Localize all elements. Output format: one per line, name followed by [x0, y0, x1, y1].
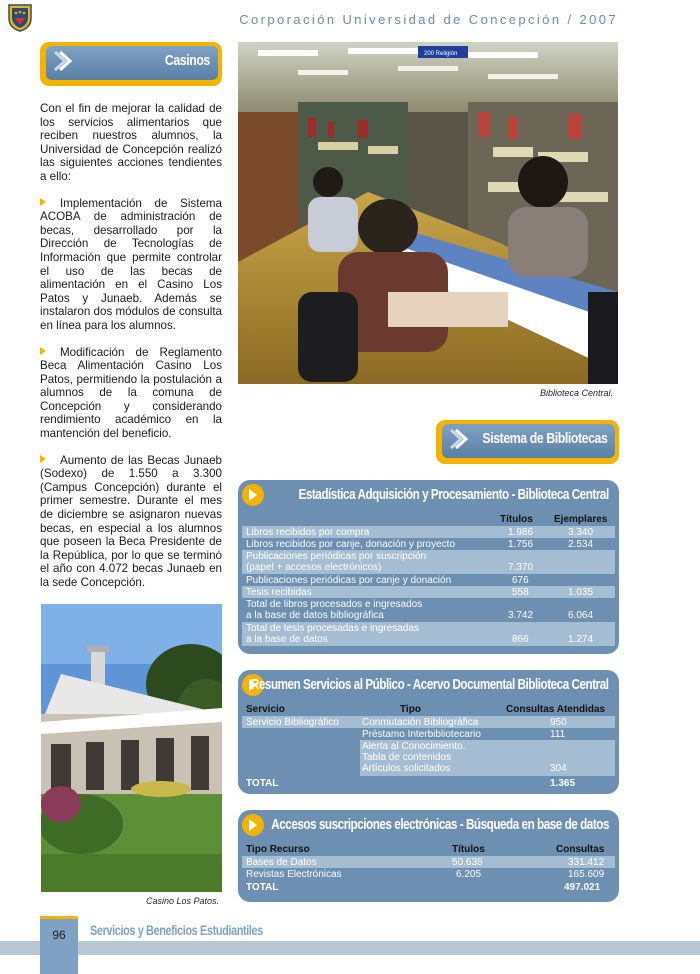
footer-section-title: Servicios y Beneficios Estudiantiles — [90, 922, 263, 938]
section-title: Casinos — [165, 52, 210, 69]
bullet-paragraph: Implementación de Sistema ACOBA de administración de becas, desarrollado por la Dirección de Tecnologías de Información que permite controlar el uso de las becas de alimentación en el Casino Los Patos y Junaeb. Además se instalaron dos módulos de consulta en línea para los alumnos. — [40, 196, 222, 332]
table-header: Títulos Ejemplares — [500, 514, 608, 525]
table-header: Servicio Tipo Consultas Atendidas — [246, 704, 606, 715]
bullet-arrow-icon — [40, 455, 46, 463]
table-title: Estadística Adquisición y Procesamiento - Biblioteca Central — [298, 486, 609, 503]
section-title: Sistema de Bibliotecas — [482, 430, 607, 447]
bullet-arrow-icon — [40, 198, 46, 206]
table-row: Libros recibidos por compra 1.986 3.340 — [242, 526, 615, 538]
arrow-circle-icon — [242, 814, 264, 836]
table-header: Tipo Recurso Títulos Consultas — [246, 844, 605, 855]
table-total-row: TOTAL 497.021 — [246, 882, 601, 893]
electronic-access-table — [238, 810, 619, 902]
footer-band-bottom — [0, 955, 700, 974]
bullet-paragraph: Aumento de las Becas Junaeb (Sodexo) de 1.550 a 3.300 (Campus Concepción) durante el primer semestre. Durante el mes de diciembre se asignaron nuevas becas, en especial a los alumnos que poseen la Beca Presidente de la República, por lo que se terminó el año con 4.072 becas Junaeb en la sede Concepción. — [40, 453, 222, 589]
table-row: Bases de Datos 50.636 331.412 — [242, 856, 615, 868]
table-row: Publicaciones periódicas por suscripción (papel + accesos electrónicos) 7.370 — [242, 550, 615, 574]
university-logo — [8, 4, 32, 32]
table-row: Alerta al Conocimiento. Tabla de contenidos Artículos solicitados 304 — [360, 740, 615, 776]
section-tab-bibliotecas — [436, 420, 619, 464]
table-row: Tesis recibidas 558 1.035 — [242, 586, 615, 598]
footer-band — [0, 941, 700, 955]
table-row: Libros recibidos por canje, donación y proyecto 1.756 2.534 — [242, 538, 615, 550]
page-number-tab — [40, 916, 78, 974]
acquisition-table — [238, 480, 619, 654]
chevron-right-icon — [448, 428, 468, 450]
arrow-circle-icon — [242, 484, 264, 506]
casino-caption: Casino Los Patos. — [146, 896, 220, 906]
library-caption: Biblioteca Central. — [540, 388, 614, 398]
table-row: Publicaciones periódicas por canje y donación 676 — [242, 574, 615, 586]
table-title: Accesos suscripciones electrónicas - Búsqueda en base de datos — [271, 816, 609, 833]
table-row: Total de libros procesados e ingresados a la base de datos bibliográfica 3.742 6.064 — [242, 598, 615, 622]
table-row: Total de tesis procesadas e ingresadas a la base de datos 866 1.274 — [242, 622, 615, 646]
section-tab-casinos — [40, 42, 222, 86]
casinos-text — [40, 102, 222, 603]
intro-paragraph: Con el fin de mejorar la calidad de los servicios alimentarios que reciben nuestros alumnos, la Universidad de Concepción realizó las siguientes acciones tendientes a ello: — [40, 102, 222, 183]
table-row: Revistas Electrónicas 6.205 165.609 — [242, 868, 615, 880]
table-title: Resumen Servicios al Público - Acervo Documental Biblioteca Central — [251, 676, 609, 693]
casino-photo — [41, 604, 222, 892]
bullet-paragraph: Modificación de Reglamento Beca Alimentación Casino Los Patos, permitiendo la postulación a alumnos de la comuna de Concepción y considerando rendimiento académico en la mantención del beneficio. — [40, 345, 222, 441]
library-photo — [238, 42, 618, 384]
table-total-row: TOTAL 1.365 — [246, 778, 576, 789]
table-row: Servicio Bibliográfico Conmutación Bibliográfica 950 — [242, 716, 615, 728]
services-table — [238, 670, 619, 794]
bullet-arrow-icon — [40, 347, 46, 355]
corporation-title: Corporación Universidad de Concepción / 2007 — [239, 12, 618, 27]
table-row: Préstamo Interbibliotecario 111 — [242, 728, 615, 740]
shelf-sign: 200 Religión — [424, 51, 458, 57]
chevron-right-icon — [52, 50, 72, 72]
page-number: 96 — [52, 928, 66, 942]
